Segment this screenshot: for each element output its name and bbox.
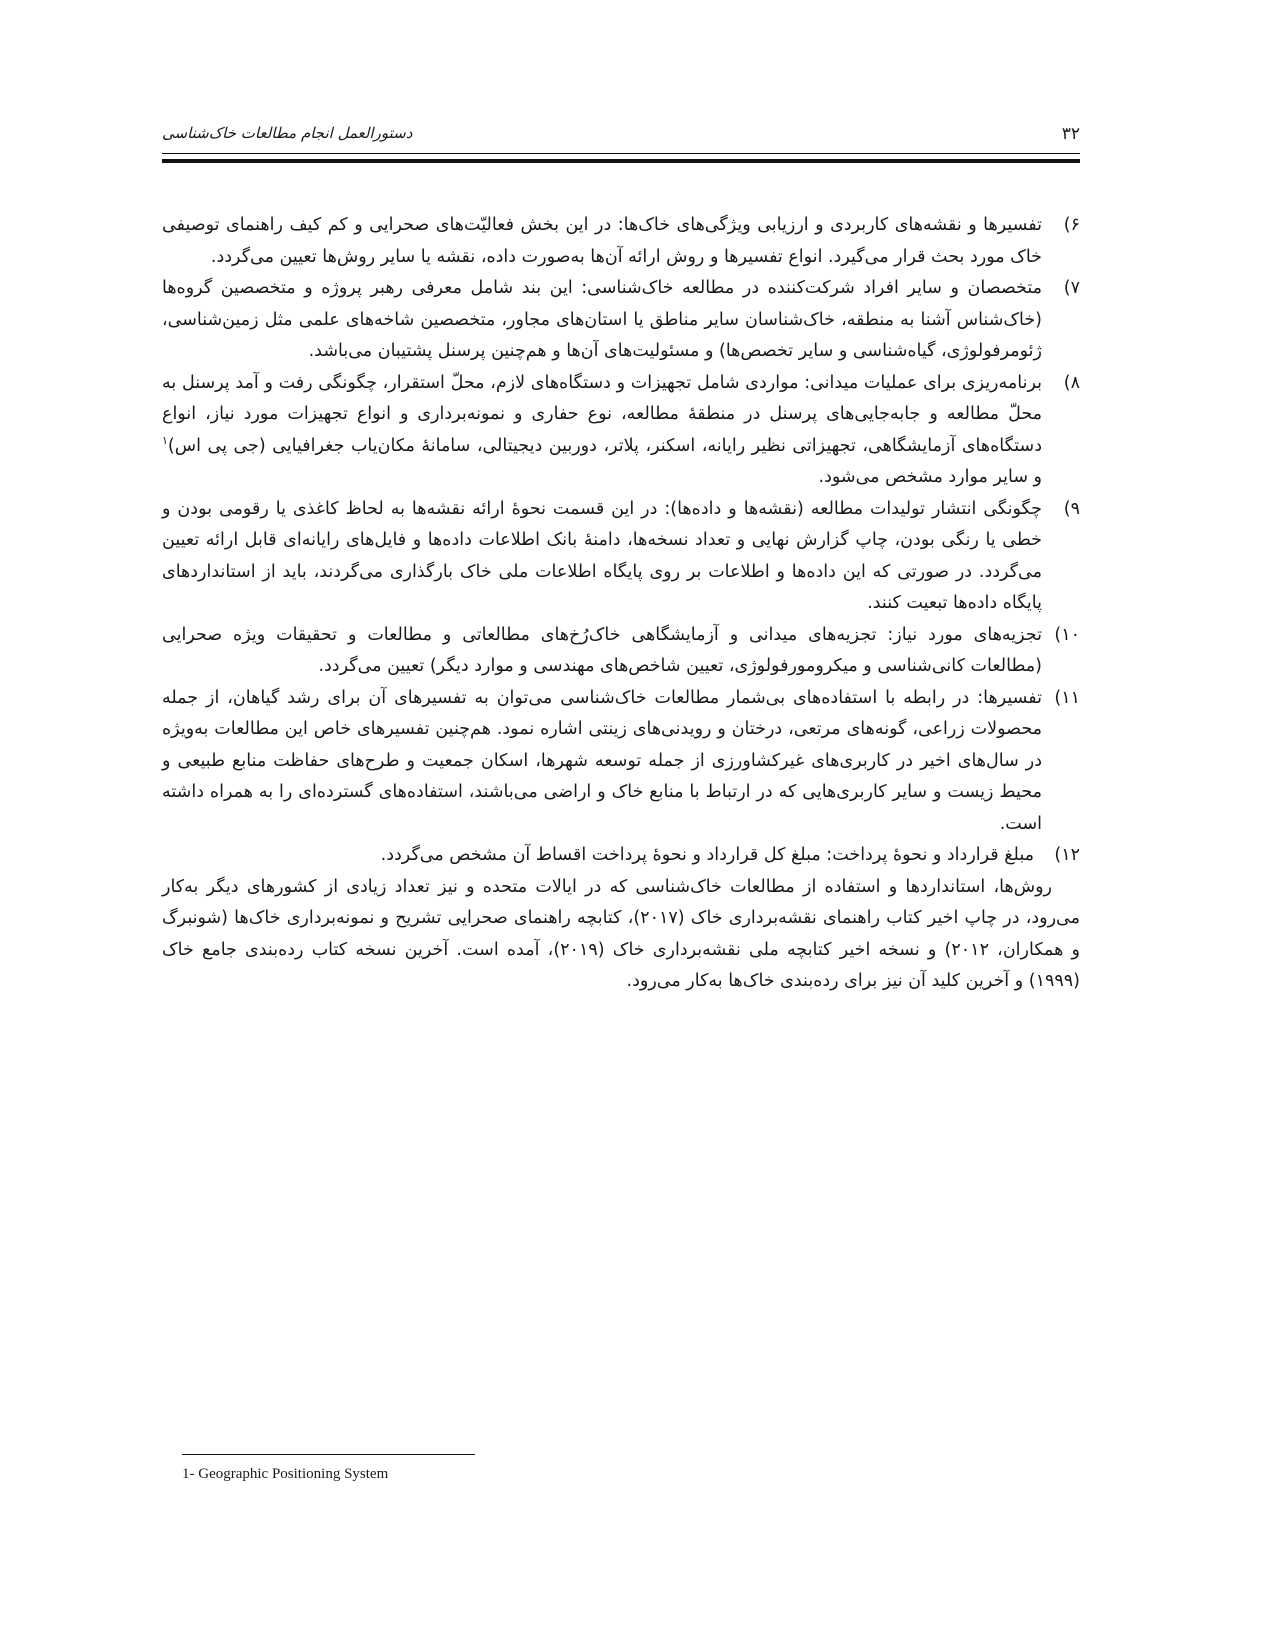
list-item-8 <box>162 368 1080 494</box>
list-item-text: تفسیرها: در رابطه با استفاده‌های بی‌شمار مطالعات خاک‌شناسی می‌توان به تفسیرهای آن برای رشد گیاهان، از جمله محصولات زراعی، گونه‌های مرتعی، درختان و رویدنی‌های زینتی اشاره نمود. هم‌چنین تفسیرهای خاص این مطالعات به‌ویژه در سال‌های اخیر در کاربری‌های غیرکشاورزی از جمله توسعه شهرها، اسکان جمعیت و طرح‌های حفاظت منابع طبیعی و محیط زیست و سایر کاربری‌هایی که در ارتباط با منابع خاک و اراضی می‌باشند، استفاده‌های گسترده‌ای را به همراه داشته است. <box>162 687 1042 834</box>
header-rule-thick <box>162 159 1080 163</box>
footnote-marker: ۱ <box>162 433 168 447</box>
list-item-10 <box>162 620 1080 683</box>
list-item-text: متخصصان و سایر افراد شرکت‌کننده در مطالعه خاک‌شناسی: این بند شامل معرفی رهبر پروژه و متخصصین گروه‌ها (خاک‌شناس آشنا به منطقه، خاک‌شناسان سایر مناطق یا استان‌های مجاور، متخصصین شاخه‌های علمی مثل زمین‌شناسی، ژئومرفولوژی، گیاه‌شناسی و سایر تخصص‌ها) و مسئولیت‌های آن‌ها و هم‌چنین پرسنل پشتیبان می‌باشد. <box>162 278 1042 361</box>
page-number: ۳۲ <box>1061 124 1080 144</box>
list-item-number: ۱۰) <box>1054 624 1080 645</box>
list-item-11 <box>162 683 1080 841</box>
running-title: دستورالعمل انجام مطالعات خاک‌شناسی <box>162 124 413 142</box>
list-item-number: ۱۱) <box>1054 687 1080 708</box>
list-item-number: ۸) <box>1063 372 1080 393</box>
list-item-6 <box>162 210 1080 273</box>
list-item-text: مبلغ قرارداد و نحوهٔ پرداخت: مبلغ کل قرارداد و نحوهٔ پرداخت اقساط آن مشخص می‌گردد. <box>380 845 1034 865</box>
body-text <box>162 210 1080 1015</box>
list-item-12 <box>162 840 1080 872</box>
list-item-text: چگونگی انتشار تولیدات مطالعه (نقشه‌ها و داده‌ها): در این قسمت نحوهٔ ارائه نقشه‌ها به لحاظ کاغذی یا رقومی بودن و خطی یا رنگی بودن، چاپ گزارش نهایی و تعداد نسخه‌ها، دامنهٔ بانک اطلاعات داده‌ها و فایل‌های رایانه‌ای قابل ارائه تعیین می‌گردد. در صورتی که این داده‌ها و اطلاعات بر روی پایگاه اطلاعات ملی خاک بارگذاری می‌گردند، باید از استانداردهای پایگاه داده‌ها تبعیت کنند. <box>162 498 1042 613</box>
list-item-text: برنامه‌ریزی برای عملیات میدانی: مواردی شامل تجهیزات و دستگاه‌های لازم، محلّ استقرار، چگونگی رفت و آمد پرسنل به محلّ مطالعه و جابه‌جایی‌های پرسنل در منطقهٔ مطالعه، نوع حفاری و نمونه‌برداری و انواع تجهیزات مورد نیاز، انواع دستگاه‌های آزمایشگاهی، تجهیزاتی نظیر رایانه، اسکنر، پلاتر، دوربین دیجیتالی، سامانهٔ مکان‌یاب جغرافیایی (جی پی اس) <box>162 372 1042 456</box>
page-header <box>162 118 1080 148</box>
header-rule-thin <box>162 153 1080 154</box>
footnote-rule <box>182 1454 475 1455</box>
list-item-text: تجزیه‌های مورد نیاز: تجزیه‌های میدانی و آزمایشگاهی خاک‌رُخ‌های مطالعاتی و مطالعات و تحقیقات ویژه صحرایی (مطالعات کانی‌شناسی و میکرومورفولوژی، تعیین شاخص‌های مهندسی و موارد دیگر) تعیین می‌گردد. <box>162 624 1042 676</box>
list-item-9 <box>162 494 1080 620</box>
list-item-text: تفسیرها و نقشه‌های کاربردی و ارزیابی ویژگی‌های خاک‌ها: در این بخش فعالیّت‌های صحرایی و کم کیف راهنمای توصیفی خاک مورد بحث قرار می‌گیرد. انواع تفسیرها و روش ارائه آن‌ها به‌صورت داده، نقشه یا سایر روش‌ها تعیین می‌گردد. <box>162 215 1042 267</box>
list-item-number: ۷) <box>1063 278 1080 298</box>
list-item-text-cont: و سایر موارد مشخص می‌شود. <box>818 467 1042 487</box>
list-item-number: ۶) <box>1063 215 1080 235</box>
footnote: 1- Geographic Positioning System <box>182 1466 389 1482</box>
list-item-7 <box>162 273 1080 368</box>
list-item-number: ۹) <box>1063 498 1080 519</box>
list-item-number: ۱۲) <box>1054 845 1080 865</box>
closing-paragraph: روش‌ها، استانداردها و استفاده از مطالعات خاک‌شناسی که در ایالات متحده و نیز تعداد زیادی از کشورهای دیگر به‌کار می‌رود، در چاپ اخیر کتاب راهنمای نقشه‌برداری خاک (۲۰۱۷)، کتابچه راهنمای صحرایی تشریح و نمونه‌برداری خاک‌ها (شونبرگ و همکاران، ۲۰۱۲) و نسخه اخیر کتابچه ملی نقشه‌برداری خاک (۲۰۱۹)، آمده است. آخرین نسخه کتاب رده‌بندی جامع خاک (۱۹۹۹) و آخرین کلید آن نیز برای رده‌بندی خاک‌ها به‌کار می‌رود. <box>162 876 1080 991</box>
